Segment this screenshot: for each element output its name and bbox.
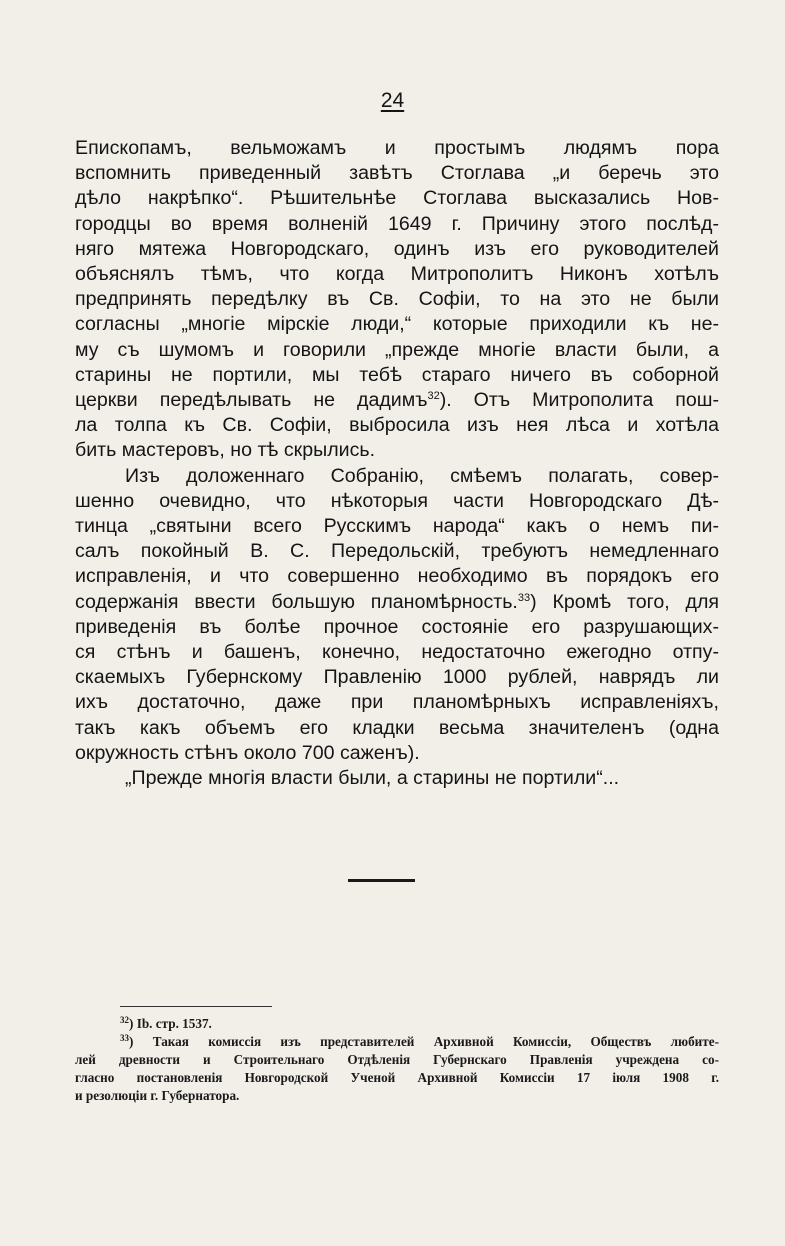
text-fragment: содержанія ввести большую планомѣрность. — [75, 590, 518, 613]
main-text — [75, 136, 719, 791]
text-line: ся стѣнъ и башенъ, конечно, недостаточно ежегодно отпу- — [75, 641, 719, 664]
text-line: няго мятежа Новгородскаго, одинъ изъ его руководителей — [75, 237, 719, 260]
text-line: скаемыхъ Губернскому Правленію 1000 рублей, наврядъ ли — [75, 666, 719, 689]
text-line: объяснялъ тѣмъ, что когда Митрополитъ Никонъ хотѣлъ — [75, 263, 719, 286]
text-line: шенно очевидно, что нѣкоторыя части Новгородскаго Дѣ- — [75, 489, 719, 512]
footnote-mark: 33 — [120, 1033, 129, 1043]
section-separator — [348, 879, 415, 882]
text-line: приведенія въ болѣе прочное состояніе его разрушающих- — [75, 615, 719, 638]
text-line: салъ покойный В. С. Передольскій, требуютъ немедленнаго — [75, 540, 719, 563]
text-line: согласны „многіе мірскіе люди,“ которые приходили къ не- — [75, 313, 719, 336]
footnote-text-line: лей древности и Строительнаго Отдѣленія Губернскаго Правленія учреждена со- — [75, 1052, 719, 1067]
footnote-text: ) Такая комиссія изъ представителей Архивной Комиссіи, Обществъ любите- — [129, 1034, 719, 1049]
footnote-reference-33: 33 — [517, 591, 531, 604]
text-line-with-reference — [75, 388, 719, 413]
footnote-text-line: гласно постановленія Новгородской Ученой Архивной Комиссіи 17 іюля 1908 г. — [75, 1070, 719, 1085]
page-number: 24 — [380, 89, 405, 112]
footnotes — [75, 1015, 719, 1105]
text-line: ла толпа къ Св. Софіи, выбросила изъ нея лѣса и хотѣла — [75, 414, 719, 437]
footnote-text-line: и резолюціи г. Губернатора. — [75, 1088, 240, 1103]
footnote-reference-32: 32 — [427, 390, 440, 403]
text-line: городцы во время волненій 1649 г. Причину этого послѣд- — [75, 212, 719, 235]
text-fragment: ). Отъ Митрополита пош- — [439, 389, 719, 412]
footnote-32 — [75, 1015, 719, 1033]
text-line: му съ шумомъ и говорили „прежде многіе власти были, а — [75, 338, 719, 361]
text-line: дѣло накрѣпко“. Рѣшительнѣе Стоглава высказались Нов- — [75, 187, 719, 210]
text-line: „Прежде многія власти были, а старины не портили“... — [125, 767, 620, 790]
text-line: такъ какъ объемъ его кладки весьма значителенъ (одна — [75, 716, 719, 739]
text-line: тинца „святыни всего Русскимъ народа“ какъ о немъ пи- — [75, 515, 719, 538]
text-line: исправленія, и что совершенно необходимо въ порядокъ его — [75, 565, 719, 588]
footnote-mark: 32 — [120, 1015, 129, 1025]
footnote-rule — [120, 1006, 272, 1007]
text-line: предпринять передѣлку въ Св. Софіи, то на это не были — [75, 288, 719, 311]
text-line: Епископамъ, вельможамъ и простымъ людямъ пора — [75, 137, 719, 159]
text-fragment: церкви передѣлывать не дадимъ — [75, 389, 428, 412]
footnote-33 — [75, 1033, 719, 1051]
text-line: старины не портили, мы тебѣ стараго ничего въ соборной — [75, 363, 719, 386]
text-line: окружность стѣнъ около 700 саженъ). — [75, 741, 420, 764]
text-line: бить мастеровъ, но тѣ скрылись. — [75, 439, 376, 462]
text-line: вспомнить приведенный завѣтъ Стоглава „и беречь это — [75, 162, 719, 185]
text-line: Изъ доложеннаго Собранію, смѣемъ полагать, совер- — [125, 464, 719, 487]
text-line-with-reference — [75, 590, 719, 615]
text-line: ихъ достаточно, даже при планомѣрныхъ исправленіяхъ, — [75, 691, 719, 714]
text-fragment: ) Кромѣ того, для — [530, 590, 719, 613]
footnote-text: ) Ib. стр. 1537. — [129, 1016, 212, 1031]
